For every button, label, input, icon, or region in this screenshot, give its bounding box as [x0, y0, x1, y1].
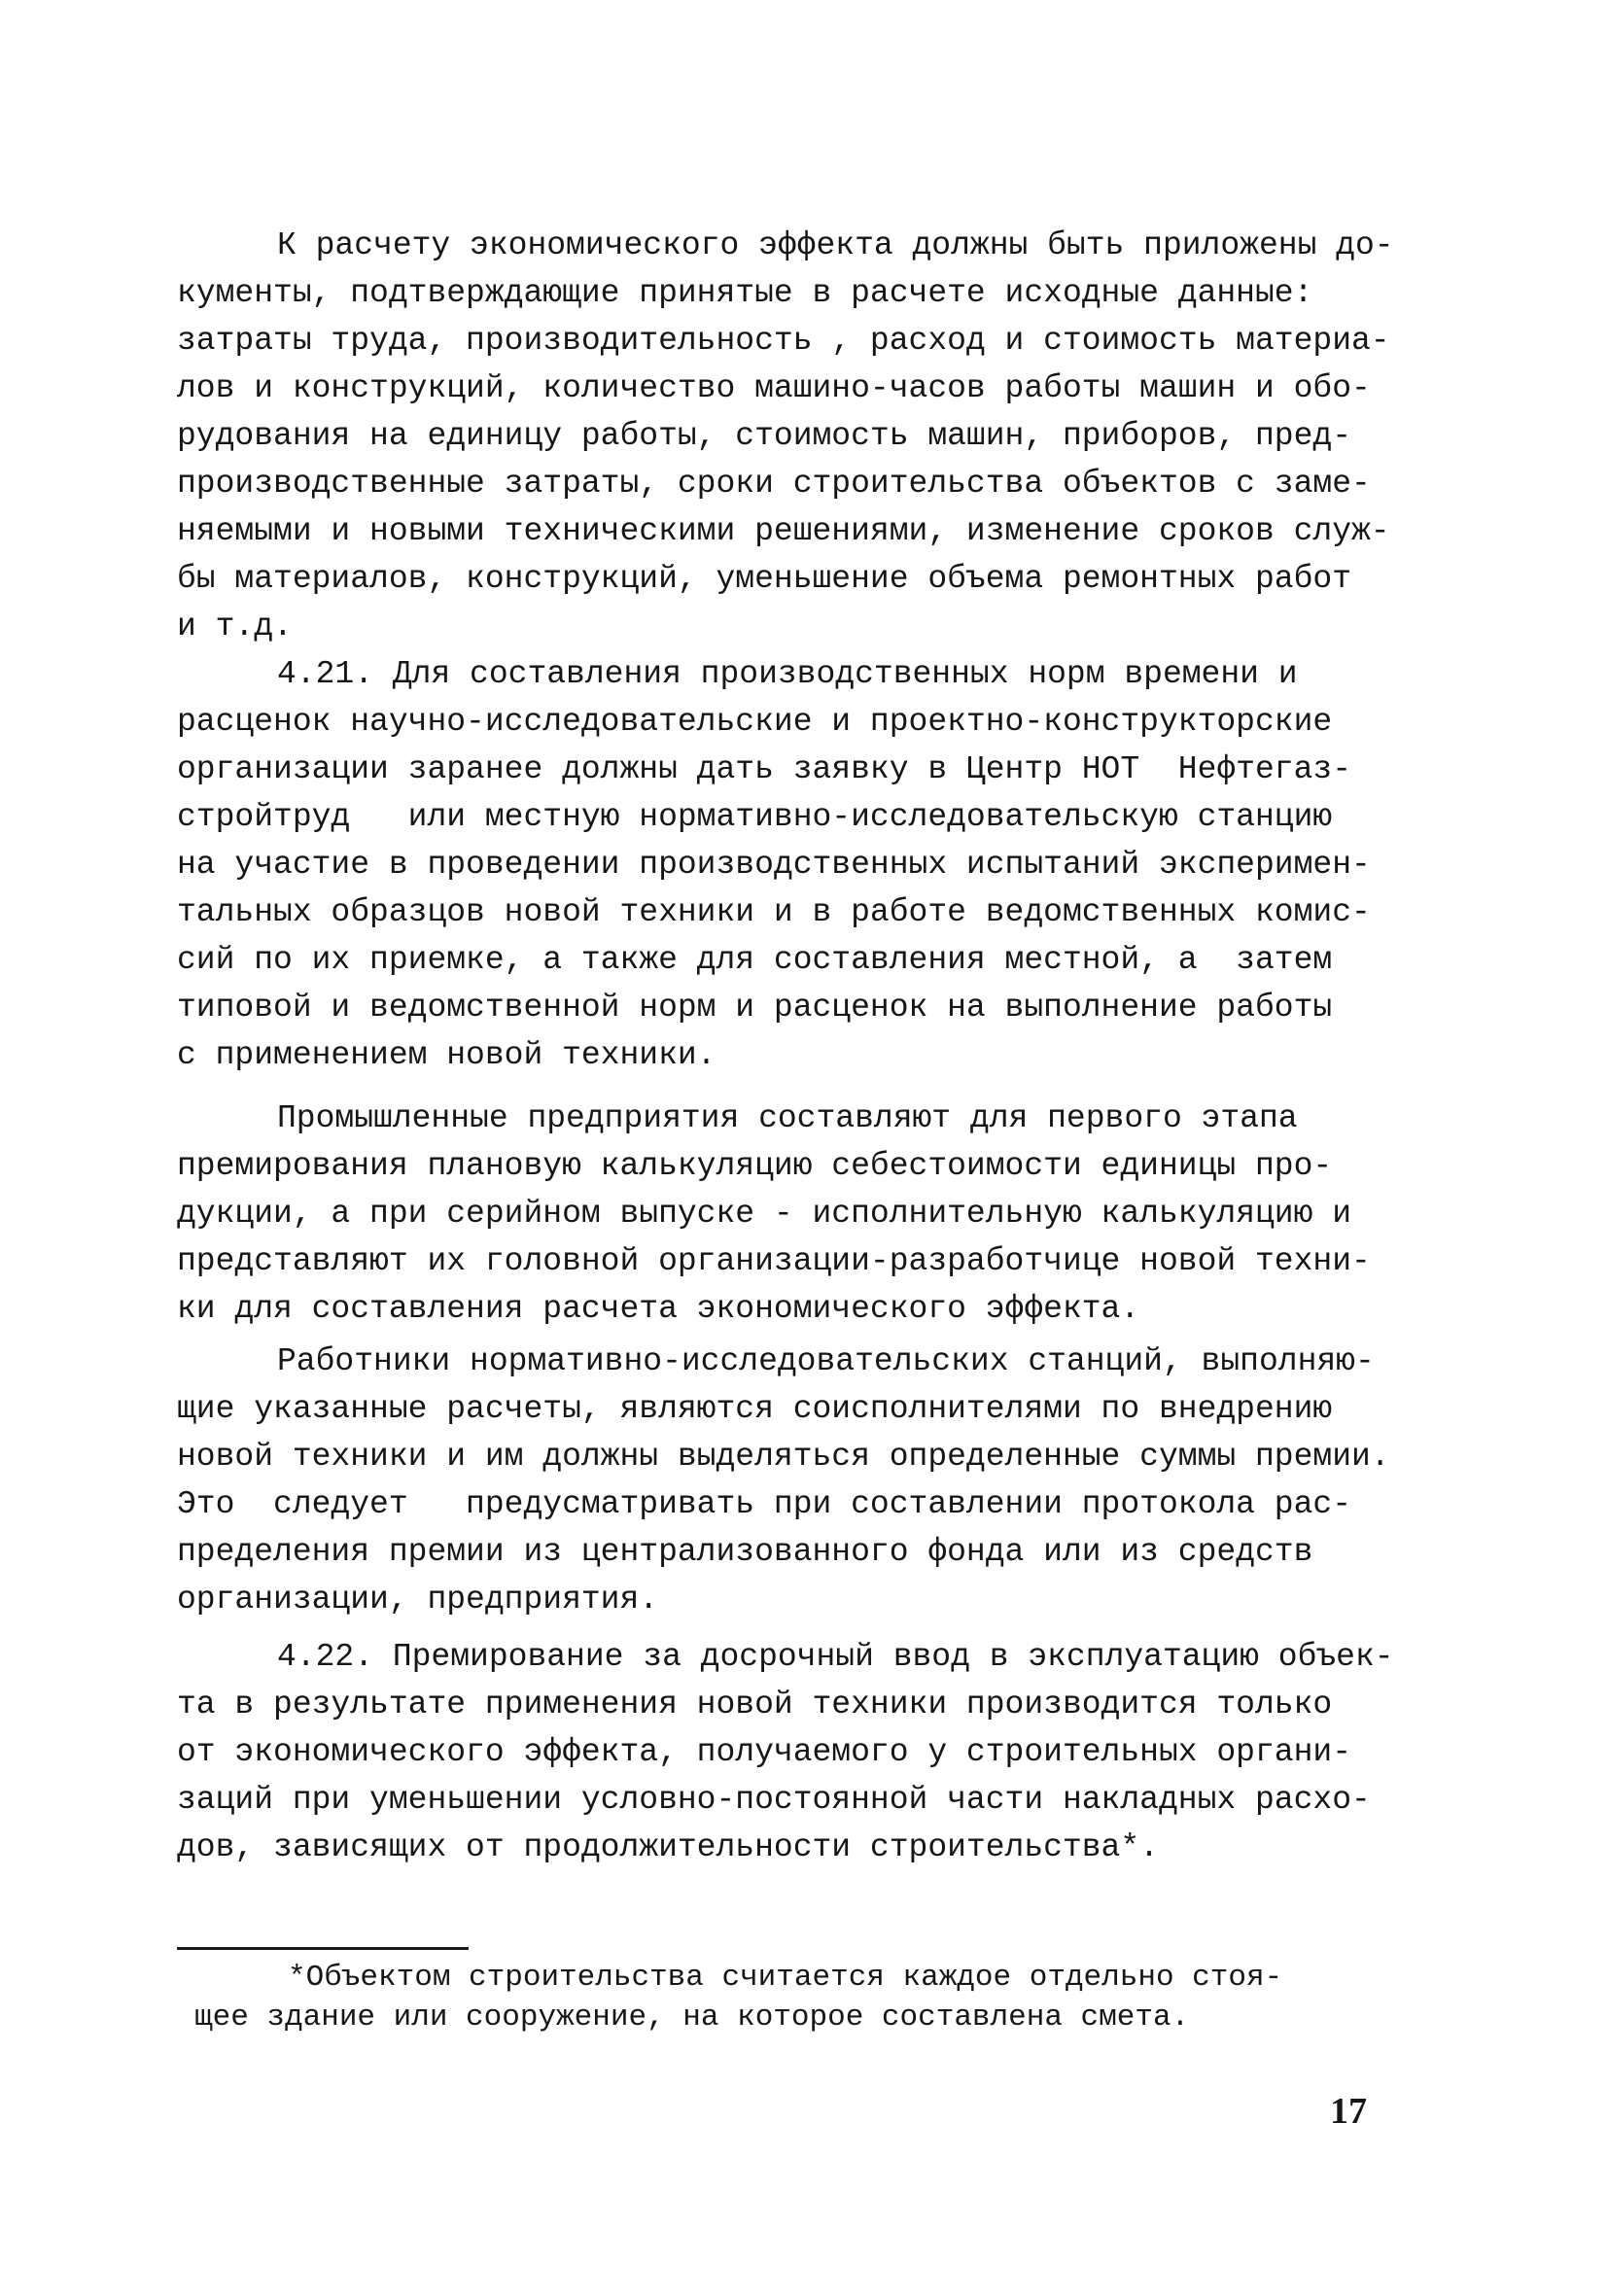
body-line: с применением новой техники.	[177, 1037, 717, 1073]
body-line: бы материалов, конструкций, уменьшение объема ремонтных работ	[177, 561, 1351, 597]
body-line: Работники нормативно-исследовательских станций, выполняю-	[277, 1343, 1375, 1379]
body-line: затраты труда, производительность , расход и стоимость материа-	[177, 323, 1390, 359]
body-line: ки для составления расчета экономического эффекта.	[177, 1291, 1140, 1327]
body-line: рудования на единицу работы, стоимость машин, приборов, пред-	[177, 418, 1351, 454]
body-line: та в результате применения новой техники производится только	[177, 1687, 1333, 1722]
body-line: К расчету экономического эффекта должны быть приложены до-	[277, 227, 1394, 263]
body-line: лов и конструкций, количество машино-часов работы машин и обо-	[177, 370, 1371, 406]
body-line: организации заранее должны дать заявку в Центр НОТ Нефтегаз-	[177, 751, 1351, 787]
body-line: тальных образцов новой техники и в работе ведомственных комис-	[177, 894, 1371, 930]
body-line: от экономического эффекта, получаемого у строительных органи-	[177, 1734, 1351, 1770]
body-line: премирования плановую калькуляцию себестоимости единицы про-	[177, 1148, 1333, 1184]
body-line: и т.д.	[177, 609, 293, 644]
footnote-line: *Объектом строительства считается каждое отдельно стоя-	[288, 1961, 1283, 1995]
body-line: типовой и ведомственной норм и расценок на выполнение работы	[177, 990, 1333, 1026]
body-line: щие указанные расчеты, являются соисполнителями по внедрению	[177, 1391, 1333, 1427]
body-line: стройтруд или местную нормативно-исследовательскую станцию	[177, 799, 1333, 835]
body-line: няемыми и новыми техническими решениями, изменение сроков служ-	[177, 513, 1390, 549]
body-line: пределения премии из централизованного фонда или из средств	[177, 1534, 1313, 1570]
footnote-divider	[177, 1947, 469, 1950]
body-line: производственные затраты, сроки строительства объектов с заме-	[177, 466, 1371, 502]
body-line: кументы, подтверждающие принятые в расчете исходные данные:	[177, 275, 1313, 311]
footnote-line: щее здание или сооружение, на которое составлена смета.	[194, 2000, 1190, 2035]
body-line: 4.21. Для составления производственных норм времени и	[277, 656, 1298, 692]
body-line: 4.22. Премирование за досрочный ввод в эксплуатацию объек-	[277, 1639, 1394, 1675]
body-line: заций при уменьшении условно-постоянной части накладных расхо-	[177, 1782, 1371, 1818]
page-number: 17	[1330, 2091, 1367, 2132]
body-line: расценок научно-исследовательские и проектно-конструкторские	[177, 704, 1333, 740]
body-line: на участие в проведении производственных испытаний эксперимен-	[177, 847, 1371, 883]
body-line: представляют их головной организации-разработчице новой техни-	[177, 1243, 1371, 1279]
body-line: Промышленные предприятия составляют для первого этапа	[277, 1100, 1298, 1136]
body-line: дукции, а при серийном выпуске - исполнительную калькуляцию и	[177, 1196, 1351, 1232]
body-line: сий по их приемке, а также для составления местной, а затем	[177, 942, 1333, 978]
body-line: дов, зависящих от продолжительности строительства*.	[177, 1829, 1159, 1865]
body-line: Это следует предусматривать при составлении протокола рас-	[177, 1486, 1351, 1522]
body-line: новой техники и им должны выделяться определенные суммы премии.	[177, 1439, 1390, 1475]
body-line: организации, предприятия.	[177, 1582, 659, 1618]
